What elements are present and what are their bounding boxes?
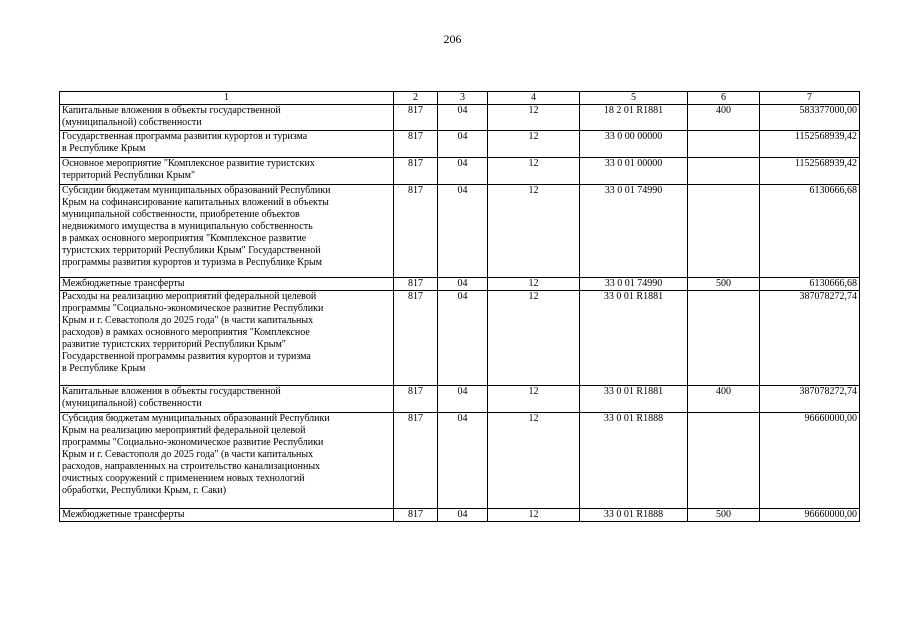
row-name: Государственная программа развития курортов и туризма в Республике Крым [60,131,394,158]
row-rz: 04 [438,278,488,291]
row-sum: 96660000,00 [760,509,860,522]
row-name: Субсидия бюджетам муниципальных образований Республики Крым на реализацию мероприятий федеральной целевой программы "Социально-экономическое развитие Республики Крым и г. Севастополя до 2025 года" (в части капитальных расходов, направленных на строительство канализационных очистных сооружений с применением новых технологий обработки, Республики Крым, г. Саки) [60,413,394,509]
row-csr: 33 0 01 00000 [580,158,688,185]
row-name: Межбюджетные трансферты [60,278,394,291]
row-pr: 12 [488,131,580,158]
row-vr [688,185,760,278]
header-cell-5: 5 [580,92,688,105]
row-rz: 04 [438,131,488,158]
row-grbs: 817 [394,131,438,158]
row-sum: 6130666,68 [760,278,860,291]
row-grbs: 817 [394,158,438,185]
row-sum: 6130666,68 [760,185,860,278]
row-rz: 04 [438,386,488,413]
row-grbs: 817 [394,185,438,278]
row-pr: 12 [488,386,580,413]
row-pr: 12 [488,413,580,509]
row-name: Основное мероприятие "Комплексное развитие туристских территорий Республики Крым" [60,158,394,185]
row-grbs: 817 [394,386,438,413]
row-rz: 04 [438,413,488,509]
table-row [60,413,860,509]
table-row [60,291,860,386]
row-vr: 500 [688,509,760,522]
row-name: Капитальные вложения в объекты государственной (муниципальной) собственности [60,386,394,413]
row-grbs: 817 [394,291,438,386]
budget-table [59,91,860,522]
header-cell-7: 7 [760,92,860,105]
row-pr: 12 [488,158,580,185]
table-row [60,509,860,522]
row-vr [688,131,760,158]
row-name: Капитальные вложения в объекты государственной (муниципальной) собственности [60,105,394,131]
row-csr: 18 2 01 R1881 [580,105,688,131]
row-sum: 96660000,00 [760,413,860,509]
row-rz: 04 [438,105,488,131]
row-vr [688,413,760,509]
table-row [60,386,860,413]
row-rz: 04 [438,158,488,185]
row-pr: 12 [488,278,580,291]
row-sum: 1152568939,42 [760,131,860,158]
page-number: 206 [443,32,462,46]
row-grbs: 817 [394,278,438,291]
row-sum: 583377000,00 [760,105,860,131]
row-name: Межбюджетные трансферты [60,509,394,522]
table-row [60,105,860,131]
row-csr: 33 0 01 74990 [580,185,688,278]
header-cell-1: 1 [60,92,394,105]
table-row [60,158,860,185]
table-row [60,278,860,291]
row-vr: 400 [688,105,760,131]
row-rz: 04 [438,185,488,278]
row-pr: 12 [488,291,580,386]
header-row [60,92,860,105]
row-vr [688,291,760,386]
row-rz: 04 [438,509,488,522]
header-cell-6: 6 [688,92,760,105]
table-row [60,185,860,278]
row-vr: 500 [688,278,760,291]
row-rz: 04 [438,291,488,386]
row-grbs: 817 [394,413,438,509]
header-cell-4: 4 [488,92,580,105]
row-name: Расходы на реализацию мероприятий федеральной целевой программы "Социально-экономическое развитие Республики Крым и г. Севастополя до 2025 года" (в части капитальных расходов) в рамках основного мероприятия "Комплексное развитие туристских территорий Республики Крым" Государственной программы развития курортов и туризма в Республике Крым [60,291,394,386]
header-cell-2: 2 [394,92,438,105]
row-csr: 33 0 01 R1881 [580,291,688,386]
row-pr: 12 [488,105,580,131]
row-pr: 12 [488,509,580,522]
row-vr: 400 [688,386,760,413]
row-vr [688,158,760,185]
row-grbs: 817 [394,105,438,131]
row-sum: 387078272,74 [760,386,860,413]
row-csr: 33 0 00 00000 [580,131,688,158]
row-sum: 1152568939,42 [760,158,860,185]
row-sum: 387078272,74 [760,291,860,386]
row-csr: 33 0 01 R1888 [580,413,688,509]
row-csr: 33 0 01 R1881 [580,386,688,413]
row-name: Субсидии бюджетам муниципальных образований Республики Крым на софинансирование капитальных вложений в объекты муниципальной собственности, приобретение объектов недвижимого имущества в муниципальную собственность в рамках основного мероприятия "Комплексное развитие туристских территорий Республики Крым" Государственной программы развития курортов и туризма в Республике Крым [60,185,394,278]
row-csr: 33 0 01 R1888 [580,509,688,522]
row-grbs: 817 [394,509,438,522]
table-row [60,131,860,158]
row-pr: 12 [488,185,580,278]
header-cell-3: 3 [438,92,488,105]
row-csr: 33 0 01 74990 [580,278,688,291]
